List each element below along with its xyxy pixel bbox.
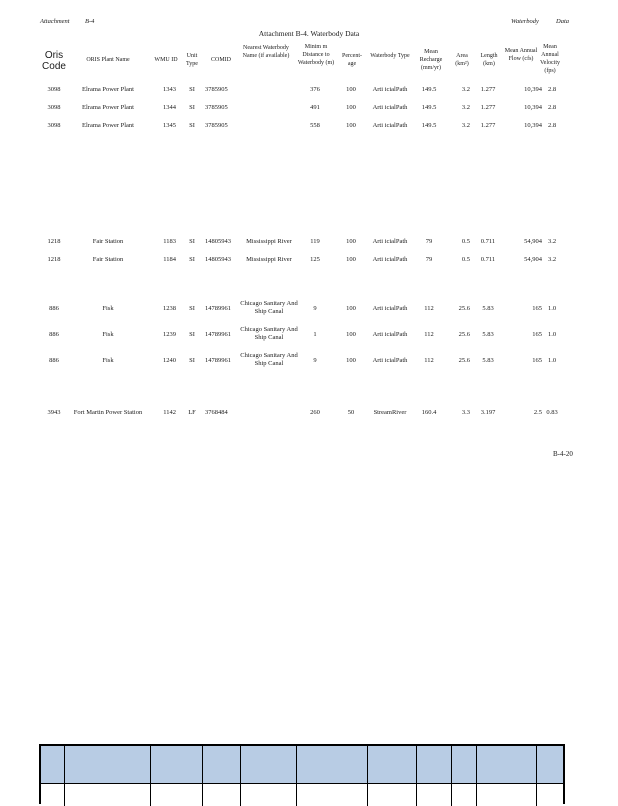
next-table-fragment bbox=[39, 744, 565, 804]
cell-waterbody-name: Mississippi River bbox=[246, 256, 292, 263]
cell-unit-type: SI bbox=[189, 357, 195, 364]
cell-wmu-id: 1184 bbox=[163, 256, 176, 263]
cell-percentage: 100 bbox=[346, 238, 356, 245]
cell-mean-flow: 165 bbox=[532, 357, 542, 364]
cell-percentage: 100 bbox=[346, 86, 356, 93]
cell-waterbody-name: Chicago Sanitary And Ship Canal bbox=[240, 352, 298, 367]
cell-area: 25.6 bbox=[458, 357, 470, 364]
page-title: Attachment B-4. Waterbody Data bbox=[258, 29, 360, 38]
cell-mean-velocity: 2.8 bbox=[547, 86, 557, 93]
cell-mean-velocity: 1.0 bbox=[547, 331, 557, 338]
cell-area: 3.2 bbox=[461, 86, 470, 93]
cell-mean-recharge: 112 bbox=[424, 305, 434, 312]
cell-mean-recharge: 79 bbox=[425, 238, 433, 245]
cell-mean-flow: 165 bbox=[532, 331, 542, 338]
cell-percentage: 100 bbox=[346, 305, 356, 312]
cell-plant-name: Fisk bbox=[102, 357, 114, 364]
cell-area: 3.3 bbox=[461, 409, 470, 416]
next-table-header-row bbox=[41, 746, 563, 784]
cell-waterbody-name: Mississippi River bbox=[246, 238, 292, 245]
cell-waterbody-type: Arti icialPath bbox=[372, 104, 408, 111]
cell-mean-recharge: 112 bbox=[424, 357, 434, 364]
cell-plant-name: Fair Station bbox=[92, 256, 124, 263]
cell-oris-code: 3098 bbox=[47, 104, 61, 111]
cell-percentage: 100 bbox=[346, 256, 356, 263]
cell-mean-recharge: 79 bbox=[425, 256, 433, 263]
table-divider bbox=[451, 746, 452, 806]
table-divider bbox=[476, 746, 477, 806]
cell-wmu-id: 1343 bbox=[163, 86, 176, 93]
cell-mean-flow: 2.5 bbox=[533, 409, 542, 416]
cell-oris-code: 3098 bbox=[47, 86, 61, 93]
cell-min-distance: 260 bbox=[310, 409, 320, 416]
cell-plant-name: Fisk bbox=[102, 305, 114, 312]
cell-plant-name: Elrama Power Plant bbox=[82, 122, 134, 129]
cell-mean-recharge: 149.5 bbox=[421, 104, 437, 111]
cell-area: 0.5 bbox=[461, 238, 470, 245]
cell-mean-flow: 165 bbox=[532, 305, 542, 312]
cell-length: 0.711 bbox=[480, 238, 496, 245]
table-divider bbox=[367, 746, 368, 806]
cell-mean-velocity: 2.8 bbox=[547, 104, 557, 111]
cell-length: 5.83 bbox=[482, 331, 494, 338]
cell-mean-velocity: 2.8 bbox=[547, 122, 557, 129]
cell-percentage: 100 bbox=[346, 357, 356, 364]
cell-mean-velocity: 1.0 bbox=[547, 305, 557, 312]
table-divider bbox=[202, 746, 203, 806]
cell-comid: 14789961 bbox=[205, 331, 231, 338]
cell-comid: 14789961 bbox=[205, 305, 231, 312]
cell-waterbody-type: Arti icialPath bbox=[372, 86, 408, 93]
cell-unit-type: SI bbox=[189, 238, 195, 245]
table-divider bbox=[296, 746, 297, 806]
cell-mean-velocity: 1.0 bbox=[547, 357, 557, 364]
cell-min-distance: 491 bbox=[310, 104, 320, 111]
col-header-mean-velocity: Mean Annual Velocity (fps) bbox=[540, 44, 560, 74]
cell-waterbody-type: Arti icialPath bbox=[372, 331, 408, 338]
cell-wmu-id: 1239 bbox=[163, 331, 176, 338]
cell-wmu-id: 1183 bbox=[163, 238, 176, 245]
cell-oris-code: 1218 bbox=[47, 256, 61, 263]
cell-plant-name: Elrama Power Plant bbox=[82, 86, 134, 93]
cell-waterbody-type: Arti icialPath bbox=[372, 305, 408, 312]
cell-comid: 14789961 bbox=[205, 357, 231, 364]
cell-mean-velocity: 3.2 bbox=[547, 256, 557, 263]
cell-waterbody-type: Arti icialPath bbox=[372, 238, 408, 245]
table-divider bbox=[64, 746, 65, 806]
col-header-comid: COMID bbox=[210, 57, 231, 63]
cell-waterbody-type: Arti icialPath bbox=[372, 357, 408, 364]
attachment-code: B-4 bbox=[85, 18, 95, 25]
col-header-oris bbox=[36, 50, 72, 72]
cell-percentage: 100 bbox=[346, 331, 356, 338]
cell-wmu-id: 1142 bbox=[163, 409, 176, 416]
cell-length: 0.711 bbox=[480, 256, 496, 263]
cell-area: 25.6 bbox=[458, 305, 470, 312]
cell-plant-name: Fisk bbox=[102, 331, 114, 338]
col-header-plant-name: ORIS Plant Name bbox=[86, 57, 130, 63]
col-header-mean-recharge: Mean Recharge (mm/yr) bbox=[419, 49, 443, 71]
cell-comid: 3785905 bbox=[205, 122, 228, 129]
cell-wmu-id: 1345 bbox=[163, 122, 176, 129]
cell-comid: 3785905 bbox=[205, 104, 228, 111]
cell-min-distance: 558 bbox=[310, 122, 320, 129]
cell-percentage: 100 bbox=[346, 104, 356, 111]
table-divider bbox=[240, 746, 241, 806]
col-header-mean-flow: Mean Annual Flow (cfs) bbox=[504, 48, 538, 62]
cell-min-distance: 9 bbox=[313, 357, 317, 364]
cell-comid: 14805943 bbox=[205, 238, 231, 245]
col-header-min-distance: Minim m Distance to Waterbody (m) bbox=[297, 44, 335, 66]
col-header-oris-line1: Oris bbox=[44, 50, 64, 61]
cell-length: 1.277 bbox=[480, 104, 496, 111]
col-header-unit-type: Unit Type bbox=[186, 53, 198, 67]
cell-mean-flow: 54,904 bbox=[524, 238, 542, 245]
attachment-label: Attachment bbox=[40, 18, 70, 25]
cell-length: 5.83 bbox=[482, 357, 494, 364]
cell-waterbody-type: StreamRiver bbox=[373, 409, 407, 416]
cell-unit-type: SI bbox=[189, 104, 195, 111]
table-divider bbox=[150, 746, 151, 806]
cell-length: 3.197 bbox=[480, 409, 496, 416]
cell-min-distance: 1 bbox=[313, 331, 317, 338]
cell-percentage: 100 bbox=[346, 122, 356, 129]
cell-mean-velocity: 0.83 bbox=[546, 409, 558, 416]
cell-length: 5.83 bbox=[482, 305, 494, 312]
cell-unit-type: SI bbox=[189, 256, 195, 263]
cell-waterbody-type: Arti icialPath bbox=[372, 122, 408, 129]
cell-mean-flow: 54,904 bbox=[524, 256, 542, 263]
cell-waterbody-name: Chicago Sanitary And Ship Canal bbox=[240, 326, 298, 341]
cell-mean-recharge: 149.5 bbox=[421, 122, 437, 129]
cell-wmu-id: 1238 bbox=[163, 305, 176, 312]
cell-min-distance: 125 bbox=[310, 256, 320, 263]
cell-plant-name: Fort Martin Power Station bbox=[73, 409, 143, 416]
header-right-label: Waterbody bbox=[511, 18, 539, 25]
cell-comid: 14805943 bbox=[205, 256, 231, 263]
cell-oris-code: 1218 bbox=[47, 238, 61, 245]
cell-mean-recharge: 160.4 bbox=[421, 409, 437, 416]
cell-waterbody-name: Chicago Sanitary And Ship Canal bbox=[240, 300, 298, 315]
cell-oris-code: 3098 bbox=[47, 122, 61, 129]
cell-unit-type: SI bbox=[189, 122, 195, 129]
cell-oris-code: 886 bbox=[49, 305, 59, 312]
cell-min-distance: 119 bbox=[310, 238, 320, 245]
cell-unit-type: SI bbox=[189, 305, 195, 312]
page-number: B-4-20 bbox=[553, 450, 573, 458]
table-divider bbox=[416, 746, 417, 806]
cell-oris-code: 886 bbox=[49, 331, 59, 338]
cell-unit-type: SI bbox=[189, 331, 195, 338]
cell-area: 3.2 bbox=[461, 104, 470, 111]
col-header-nearest-name: Nearest Waterbody Name (if available) bbox=[242, 45, 290, 59]
col-header-area: Area (km²) bbox=[455, 53, 469, 67]
col-header-wmu-id: WMU ID bbox=[154, 57, 178, 63]
cell-min-distance: 376 bbox=[310, 86, 320, 93]
col-header-oris-line2: Code bbox=[42, 61, 66, 72]
cell-mean-recharge: 149.5 bbox=[421, 86, 437, 93]
col-header-waterbody-type: Waterbody Type bbox=[370, 53, 410, 59]
cell-oris-code: 3943 bbox=[47, 409, 61, 416]
cell-mean-flow: 10,394 bbox=[524, 86, 542, 93]
cell-comid: 3768484 bbox=[205, 409, 228, 416]
cell-mean-velocity: 3.2 bbox=[547, 238, 557, 245]
cell-wmu-id: 1344 bbox=[163, 104, 176, 111]
col-header-percentage: Percent- age bbox=[342, 53, 362, 67]
cell-oris-code: 886 bbox=[49, 357, 59, 364]
col-header-length: Length (km) bbox=[480, 53, 498, 67]
cell-mean-recharge: 112 bbox=[424, 331, 434, 338]
cell-length: 1.277 bbox=[480, 122, 496, 129]
cell-min-distance: 9 bbox=[313, 305, 317, 312]
header-right-word: Data bbox=[556, 18, 569, 25]
cell-mean-flow: 10,394 bbox=[524, 104, 542, 111]
cell-wmu-id: 1240 bbox=[163, 357, 176, 364]
table-divider bbox=[536, 746, 537, 806]
cell-mean-flow: 10,394 bbox=[524, 122, 542, 129]
cell-length: 1.277 bbox=[480, 86, 496, 93]
cell-waterbody-type: Arti icialPath bbox=[372, 256, 408, 263]
cell-plant-name: Fair Station bbox=[92, 238, 124, 245]
cell-area: 3.2 bbox=[461, 122, 470, 129]
cell-percentage: 50 bbox=[347, 409, 355, 416]
cell-area: 0.5 bbox=[461, 256, 470, 263]
cell-area: 25.6 bbox=[458, 331, 470, 338]
cell-plant-name: Elrama Power Plant bbox=[82, 104, 134, 111]
cell-comid: 3785905 bbox=[205, 86, 228, 93]
cell-unit-type: LF bbox=[188, 409, 196, 416]
cell-unit-type: SI bbox=[189, 86, 195, 93]
